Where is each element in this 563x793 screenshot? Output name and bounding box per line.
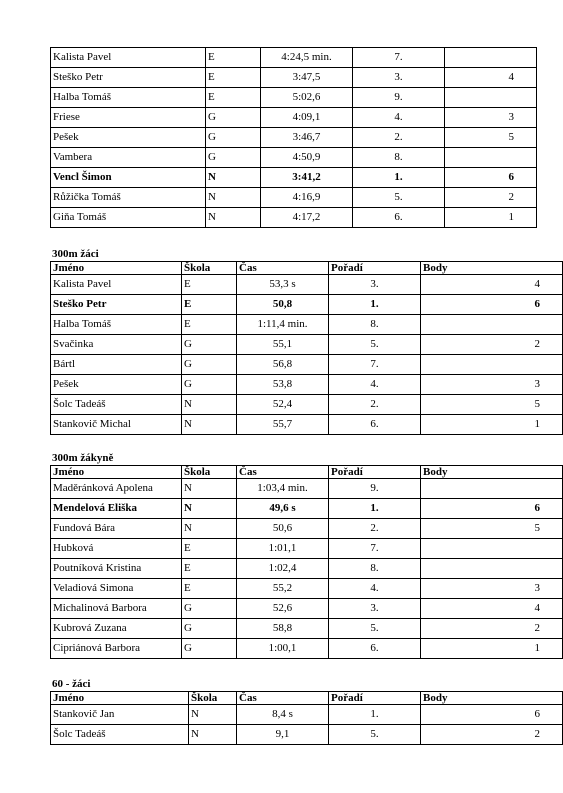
points-cell: 1	[421, 639, 563, 659]
table-row	[51, 48, 537, 68]
section-title: 300m žákyně	[52, 452, 114, 464]
athlete-name-cell: Šolc Tadeáš	[51, 395, 182, 415]
points-cell	[421, 315, 563, 335]
school-cell: E	[182, 579, 237, 599]
time-cell: 4:16,9	[261, 188, 353, 208]
school-cell: G	[206, 108, 261, 128]
table-row	[51, 559, 563, 579]
points-cell	[445, 88, 537, 108]
place-cell: 8.	[329, 315, 421, 335]
points-cell: 5	[445, 128, 537, 148]
points-cell	[445, 48, 537, 68]
athlete-name-cell: Maděránková Apolena	[51, 479, 182, 499]
athlete-name-cell: Vencl Šimon	[51, 168, 206, 188]
points-cell: 2	[445, 188, 537, 208]
time-cell: 3:46,7	[261, 128, 353, 148]
time-cell: 8,4 s	[237, 705, 329, 725]
table-row	[51, 108, 537, 128]
school-cell: E	[182, 275, 237, 295]
place-cell: 5.	[329, 619, 421, 639]
place-cell: 2.	[329, 519, 421, 539]
athlete-name-cell: Stankovič Jan	[51, 705, 189, 725]
time-cell: 1:01,1	[237, 539, 329, 559]
school-cell: G	[182, 599, 237, 619]
table-row	[51, 539, 563, 559]
table-row	[51, 295, 563, 315]
school-cell: N	[182, 415, 237, 435]
results-section	[50, 451, 563, 659]
points-cell: 4	[421, 599, 563, 619]
athlete-name-cell: Giňa Tomáš	[51, 208, 206, 228]
header-row	[51, 262, 563, 275]
school-cell: N	[182, 395, 237, 415]
time-cell: 1:03,4 min.	[237, 479, 329, 499]
school-cell: N	[206, 208, 261, 228]
school-cell: E	[206, 48, 261, 68]
column-header-time: Čas	[237, 262, 329, 275]
time-cell: 55,7	[237, 415, 329, 435]
place-cell: 6.	[329, 415, 421, 435]
time-cell: 55,1	[237, 335, 329, 355]
athlete-name-cell: Svačinka	[51, 335, 182, 355]
place-cell: 1.	[329, 705, 421, 725]
school-cell: E	[182, 295, 237, 315]
points-cell: 6	[421, 705, 563, 725]
table-row	[51, 579, 563, 599]
place-cell: 7.	[329, 355, 421, 375]
points-cell: 3	[421, 579, 563, 599]
points-cell: 4	[421, 275, 563, 295]
header-row	[51, 466, 563, 479]
school-cell: G	[182, 619, 237, 639]
athlete-name-cell: Fundová Bára	[51, 519, 182, 539]
points-cell: 2	[421, 335, 563, 355]
place-cell: 9.	[353, 88, 445, 108]
table-row	[51, 128, 537, 148]
header-row	[51, 692, 563, 705]
column-header-school: Škola	[182, 466, 237, 479]
athlete-name-cell: Friese	[51, 108, 206, 128]
time-cell: 5:02,6	[261, 88, 353, 108]
column-header-time: Čas	[237, 692, 329, 705]
place-cell: 9.	[329, 479, 421, 499]
school-cell: G	[206, 148, 261, 168]
school-cell: N	[206, 188, 261, 208]
column-header-place: Pořadí	[329, 466, 421, 479]
time-cell: 52,6	[237, 599, 329, 619]
column-header-place: Pořadí	[329, 692, 421, 705]
table-row	[51, 355, 563, 375]
athlete-name-cell: Kalista Pavel	[51, 275, 182, 295]
table-row	[51, 375, 563, 395]
athlete-name-cell: Stankovič Michal	[51, 415, 182, 435]
time-cell: 50,6	[237, 519, 329, 539]
place-cell: 4.	[329, 579, 421, 599]
column-header-place: Pořadí	[329, 262, 421, 275]
time-cell: 56,8	[237, 355, 329, 375]
points-cell	[445, 148, 537, 168]
place-cell: 1.	[329, 295, 421, 315]
school-cell: E	[182, 539, 237, 559]
school-cell: N	[182, 519, 237, 539]
athlete-name-cell: Vambera	[51, 148, 206, 168]
athlete-name-cell: Michalinová Barbora	[51, 599, 182, 619]
table-row	[51, 335, 563, 355]
points-cell: 5	[421, 519, 563, 539]
place-cell: 5.	[329, 335, 421, 355]
points-cell	[421, 479, 563, 499]
table-row	[51, 208, 537, 228]
time-cell: 49,6 s	[237, 499, 329, 519]
table-row	[51, 705, 563, 725]
athlete-name-cell: Kubrová Zuzana	[51, 619, 182, 639]
table-row	[51, 275, 563, 295]
athlete-name-cell: Růžička Tomáš	[51, 188, 206, 208]
place-cell: 3.	[353, 68, 445, 88]
table-row	[51, 88, 537, 108]
place-cell: 7.	[329, 539, 421, 559]
points-cell: 4	[445, 68, 537, 88]
time-cell: 53,8	[237, 375, 329, 395]
time-cell: 4:17,2	[261, 208, 353, 228]
athlete-name-cell: Hubková	[51, 539, 182, 559]
athlete-name-cell: Halba Tomáš	[51, 315, 182, 335]
school-cell: N	[182, 479, 237, 499]
column-header-athlete-name: Jméno	[51, 466, 182, 479]
school-cell: N	[206, 168, 261, 188]
section-title: 60 - žáci	[52, 678, 91, 690]
table-row	[51, 619, 563, 639]
table-row	[51, 499, 563, 519]
place-cell: 6.	[329, 639, 421, 659]
points-cell	[421, 355, 563, 375]
points-cell: 6	[421, 499, 563, 519]
results-table	[50, 691, 563, 745]
athlete-name-cell: Bártl	[51, 355, 182, 375]
points-cell: 6	[421, 295, 563, 315]
time-cell: 4:24,5 min.	[261, 48, 353, 68]
athlete-name-cell: Poutníková Kristina	[51, 559, 182, 579]
table-row	[51, 395, 563, 415]
results-table	[50, 465, 563, 659]
school-cell: G	[182, 639, 237, 659]
points-cell: 2	[421, 619, 563, 639]
time-cell: 50,8	[237, 295, 329, 315]
athlete-name-cell: Pešek	[51, 128, 206, 148]
table-row	[51, 479, 563, 499]
place-cell: 5.	[353, 188, 445, 208]
place-cell: 7.	[353, 48, 445, 68]
column-header-school: Škola	[189, 692, 237, 705]
points-cell: 2	[421, 725, 563, 745]
table-row	[51, 168, 537, 188]
place-cell: 1.	[329, 499, 421, 519]
results-section	[50, 247, 563, 435]
time-cell: 3:41,2	[261, 168, 353, 188]
place-cell: 8.	[329, 559, 421, 579]
points-cell: 5	[421, 395, 563, 415]
time-cell: 4:50,9	[261, 148, 353, 168]
time-cell: 58,8	[237, 619, 329, 639]
school-cell: N	[189, 705, 237, 725]
time-cell: 1:11,4 min.	[237, 315, 329, 335]
school-cell: N	[182, 499, 237, 519]
school-cell: E	[206, 68, 261, 88]
column-header-points: Body	[421, 692, 563, 705]
results-section	[50, 677, 563, 745]
points-cell: 1	[445, 208, 537, 228]
table-row	[51, 315, 563, 335]
time-cell: 1:00,1	[237, 639, 329, 659]
time-cell: 1:02,4	[237, 559, 329, 579]
table-row	[51, 725, 563, 745]
place-cell: 2.	[329, 395, 421, 415]
place-cell: 4.	[329, 375, 421, 395]
athlete-name-cell: Halba Tomáš	[51, 88, 206, 108]
athlete-name-cell: Kalista Pavel	[51, 48, 206, 68]
athlete-name-cell: Cipriánová Barbora	[51, 639, 182, 659]
athlete-name-cell: Steško Petr	[51, 68, 206, 88]
column-header-points: Body	[421, 466, 563, 479]
results-section	[50, 47, 537, 228]
time-cell: 4:09,1	[261, 108, 353, 128]
column-header-athlete-name: Jméno	[51, 262, 182, 275]
school-cell: E	[182, 315, 237, 335]
points-cell: 6	[445, 168, 537, 188]
table-row	[51, 599, 563, 619]
time-cell: 9,1	[237, 725, 329, 745]
table-row	[51, 519, 563, 539]
place-cell: 6.	[353, 208, 445, 228]
place-cell: 3.	[329, 599, 421, 619]
points-cell: 1	[421, 415, 563, 435]
time-cell: 53,3 s	[237, 275, 329, 295]
time-cell: 52,4	[237, 395, 329, 415]
points-cell	[421, 539, 563, 559]
school-cell: G	[182, 375, 237, 395]
column-header-time: Čas	[237, 466, 329, 479]
table-row	[51, 639, 563, 659]
place-cell: 1.	[353, 168, 445, 188]
place-cell: 2.	[353, 128, 445, 148]
athlete-name-cell: Veladiová Simona	[51, 579, 182, 599]
section-title: 300m žáci	[52, 248, 99, 260]
time-cell: 55,2	[237, 579, 329, 599]
place-cell: 3.	[329, 275, 421, 295]
results-table	[50, 261, 563, 435]
athlete-name-cell: Pešek	[51, 375, 182, 395]
school-cell: E	[206, 88, 261, 108]
column-header-athlete-name: Jméno	[51, 692, 189, 705]
points-cell	[421, 559, 563, 579]
athlete-name-cell: Šolc Tadeáš	[51, 725, 189, 745]
place-cell: 8.	[353, 148, 445, 168]
school-cell: G	[182, 355, 237, 375]
school-cell: N	[189, 725, 237, 745]
points-cell: 3	[421, 375, 563, 395]
place-cell: 4.	[353, 108, 445, 128]
time-cell: 3:47,5	[261, 68, 353, 88]
school-cell: G	[182, 335, 237, 355]
athlete-name-cell: Steško Petr	[51, 295, 182, 315]
school-cell: G	[206, 128, 261, 148]
athlete-name-cell: Mendelová Eliška	[51, 499, 182, 519]
column-header-school: Škola	[182, 262, 237, 275]
results-table	[50, 47, 537, 228]
place-cell: 5.	[329, 725, 421, 745]
table-row	[51, 148, 537, 168]
table-row	[51, 68, 537, 88]
school-cell: E	[182, 559, 237, 579]
points-cell: 3	[445, 108, 537, 128]
table-row	[51, 188, 537, 208]
table-row	[51, 415, 563, 435]
column-header-points: Body	[421, 262, 563, 275]
